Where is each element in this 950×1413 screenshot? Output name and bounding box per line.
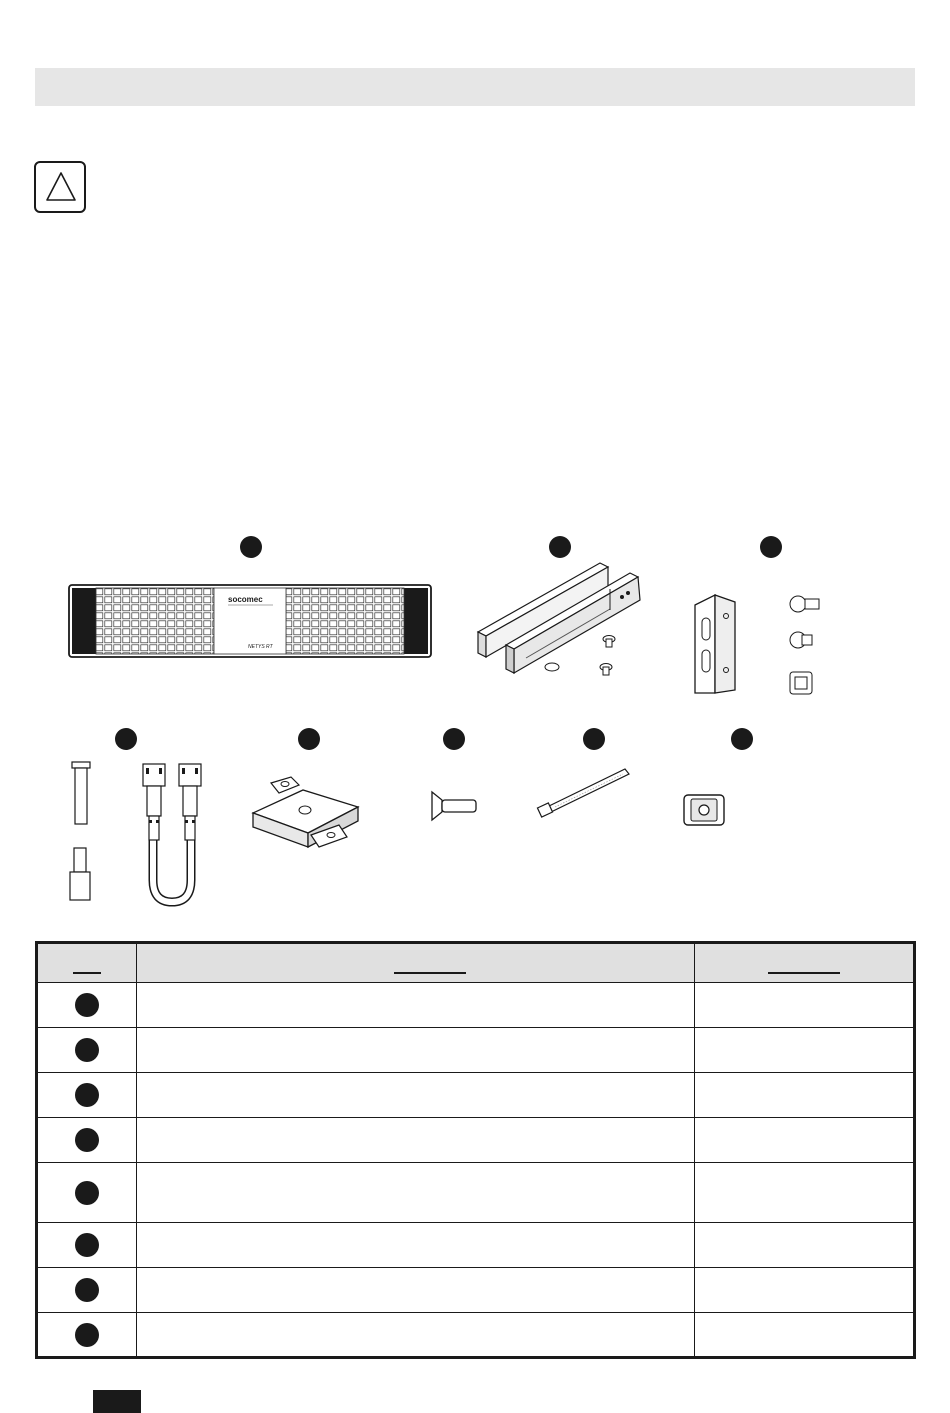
row-quantity [694, 1118, 915, 1163]
rack-rail-kit-illustration [470, 555, 650, 680]
row-item-badge [37, 1073, 137, 1118]
item-badge-6 [443, 728, 465, 750]
cable-clamp-illustration [243, 775, 368, 860]
row-description [136, 1118, 694, 1163]
row-description [136, 983, 694, 1028]
item-badge-3 [760, 536, 782, 558]
table-header-row [37, 943, 915, 983]
row-quantity [694, 1313, 915, 1358]
row-quantity [694, 983, 915, 1028]
row-description [136, 1268, 694, 1313]
table-row [37, 1028, 915, 1073]
warning-triangle-icon [34, 161, 86, 213]
ups-model-label: NETYS RT [248, 644, 273, 650]
table-row [37, 983, 915, 1028]
item-badge-1 [240, 536, 262, 558]
section-header-bar [35, 68, 915, 106]
parts-illustration-area [0, 520, 950, 920]
row-quantity [694, 1268, 915, 1313]
countersunk-screw-illustration [428, 790, 480, 822]
ups-brand-label: socomec [228, 595, 263, 604]
table-row [37, 1163, 915, 1223]
table-row [37, 1118, 915, 1163]
row-quantity [694, 1223, 915, 1268]
item-badge-4 [115, 728, 137, 750]
connector-pins-illustration [66, 760, 96, 905]
item-badge-8 [731, 728, 753, 750]
row-item-badge [37, 1163, 137, 1223]
row-description [136, 1313, 694, 1358]
cage-nut-illustration [682, 793, 726, 827]
battery-cable-illustration [135, 760, 210, 910]
mounting-bracket-illustration [690, 590, 830, 700]
row-item-badge [37, 1118, 137, 1163]
row-item-badge [37, 1223, 137, 1268]
header-description [136, 943, 694, 983]
row-item-badge [37, 1028, 137, 1073]
parts-list-table [35, 941, 916, 1359]
row-item-badge [37, 1313, 137, 1358]
row-description [136, 1028, 694, 1073]
header-item-number [37, 943, 137, 983]
row-quantity [694, 1163, 915, 1223]
row-description [136, 1163, 694, 1223]
row-quantity [694, 1073, 915, 1118]
row-item-badge [37, 983, 137, 1028]
ups-module-illustration [68, 580, 432, 660]
table-row [37, 1073, 915, 1118]
table-row [37, 1223, 915, 1268]
row-description [136, 1073, 694, 1118]
item-badge-7 [583, 728, 605, 750]
header-quantity [694, 943, 915, 983]
row-quantity [694, 1028, 915, 1073]
row-description [136, 1223, 694, 1268]
page-number-tab [93, 1390, 141, 1413]
table-row [37, 1268, 915, 1313]
table-row [37, 1313, 915, 1358]
cable-tie-illustration [535, 765, 635, 825]
row-item-badge [37, 1268, 137, 1313]
item-badge-5 [298, 728, 320, 750]
